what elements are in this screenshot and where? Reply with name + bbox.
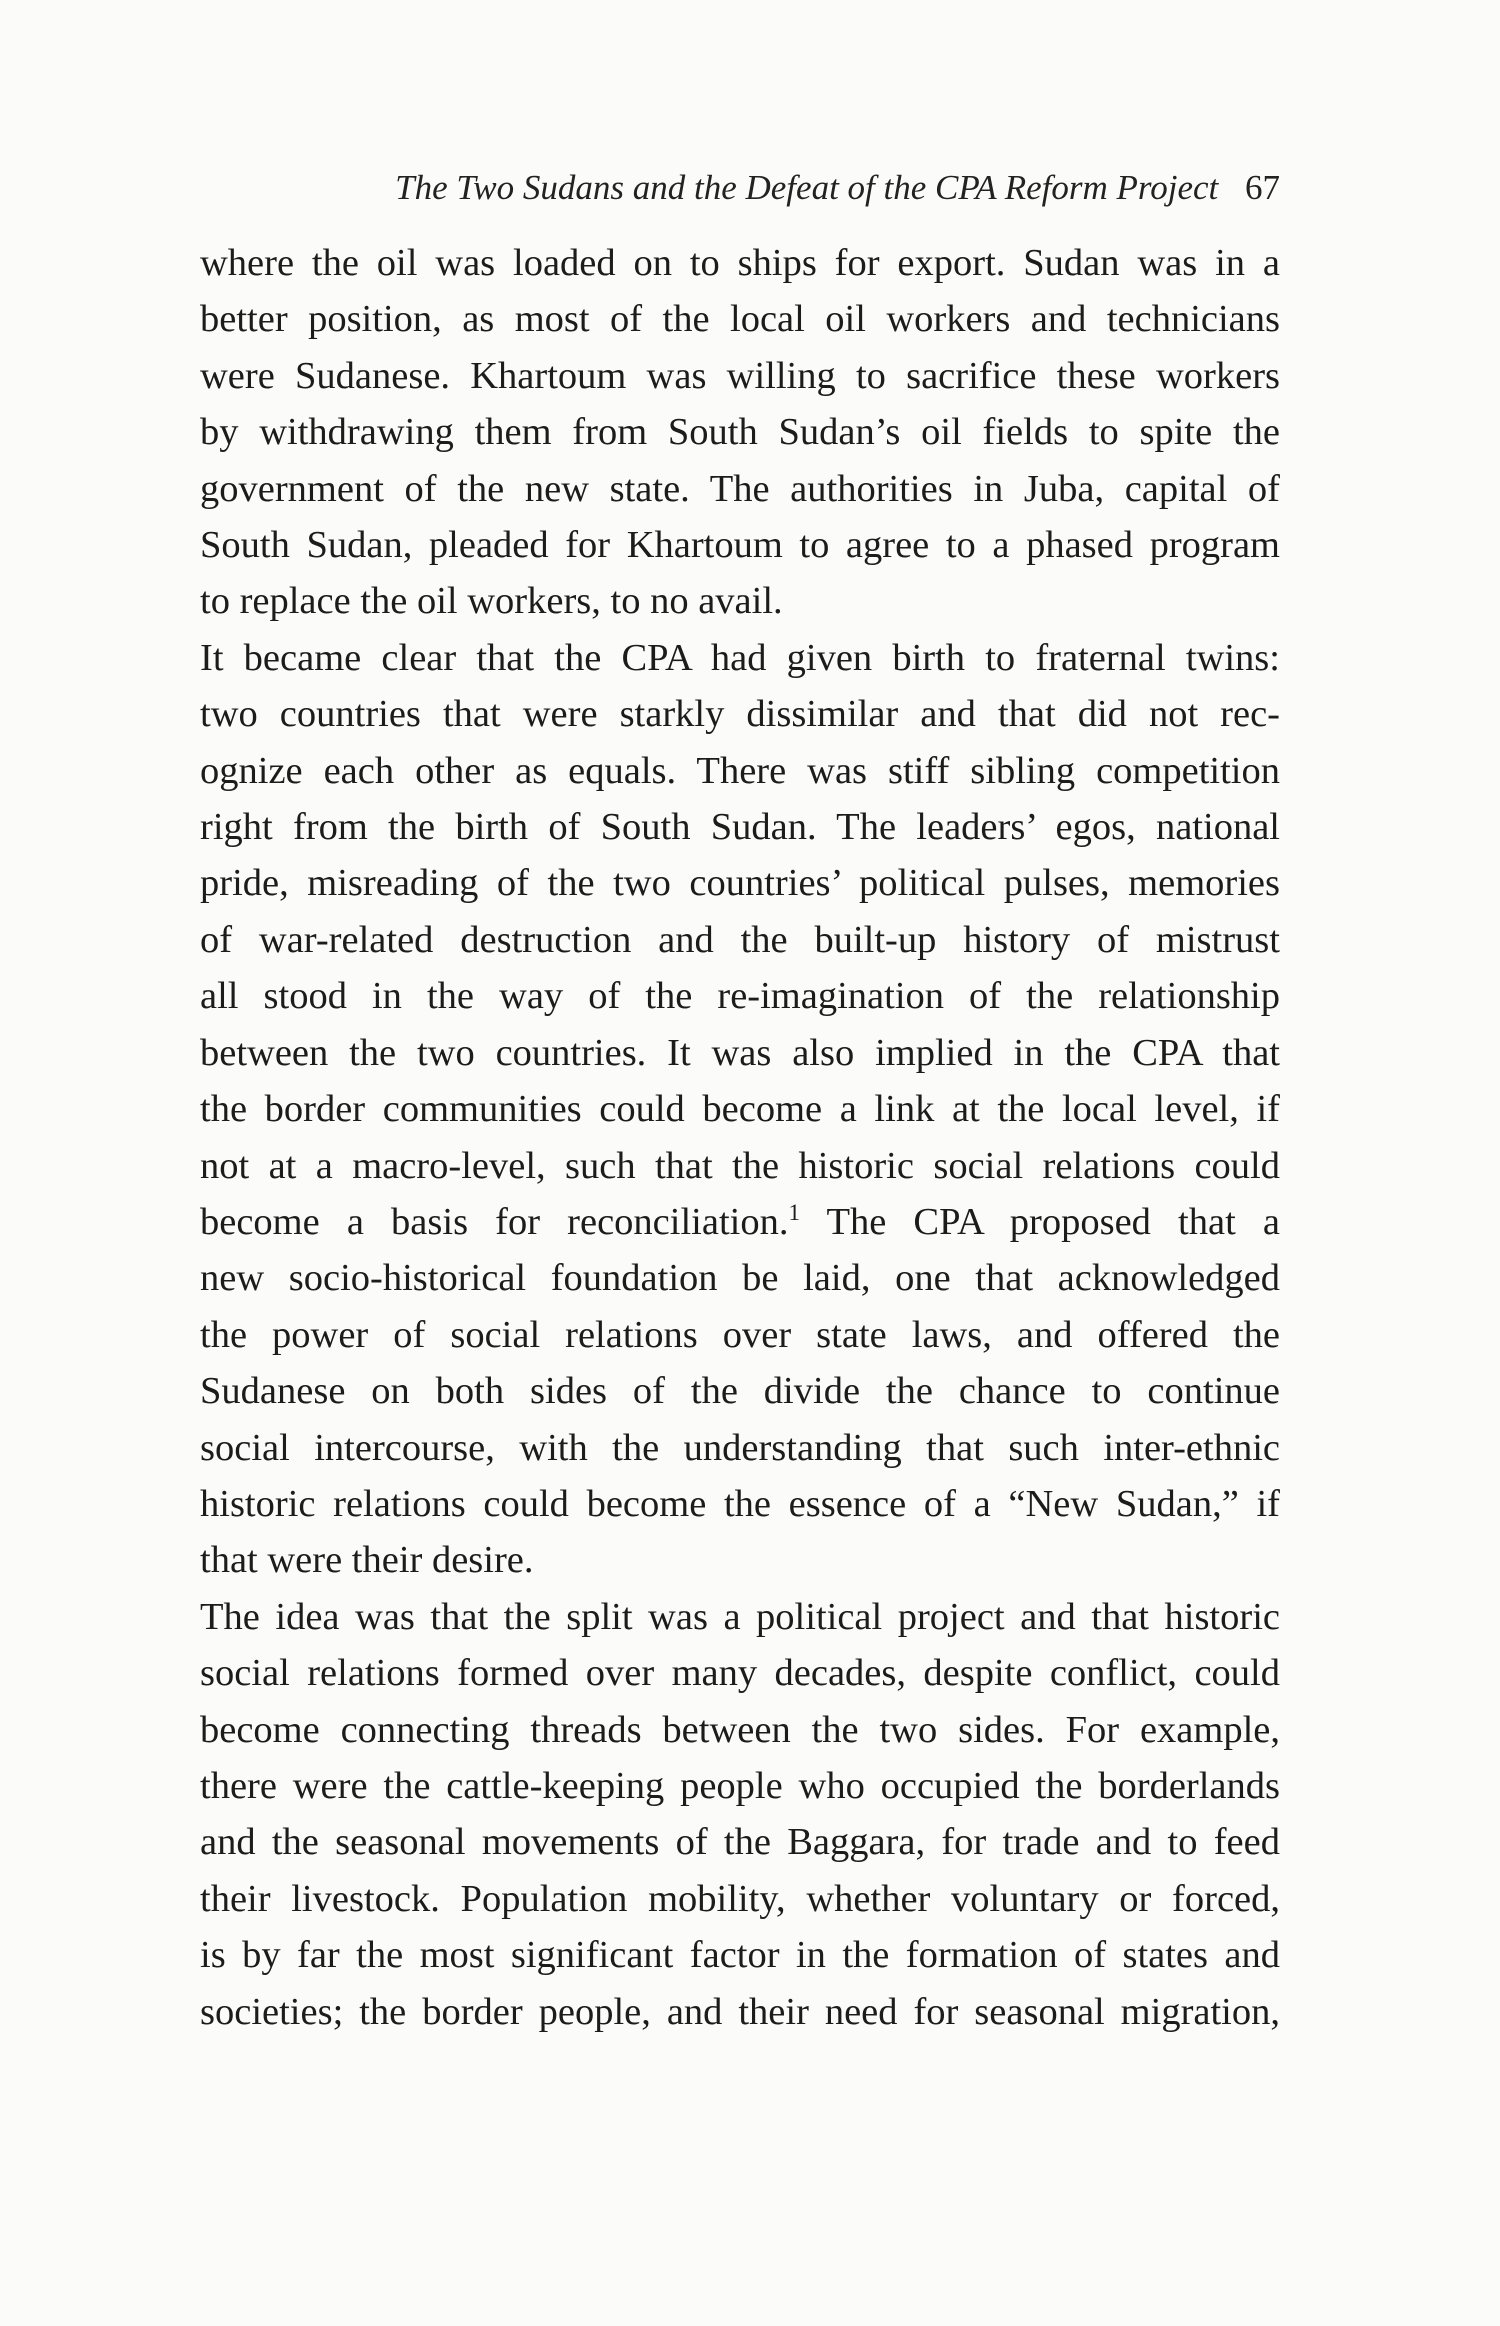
page-number: 67 [1245, 168, 1280, 207]
text-line: is by far the most significant factor in the formation of states and [200, 1934, 1280, 1977]
text-line: to replace the oil workers, to no avail. [200, 580, 783, 623]
text-line: were Sudanese. Khartoum was willing to sacrifice these workers [200, 354, 1280, 397]
running-header [200, 168, 1280, 228]
text-line: social intercourse, with the understanding that such inter-ethnic [200, 1426, 1280, 1469]
text-line: of war-related destruction and the built-up history of mistrust [200, 918, 1280, 961]
text-line: by withdrawing them from South Sudan’s oil fields to spite the [200, 411, 1280, 454]
text-line: the border communities could become a link at the local level, if [200, 1088, 1280, 1131]
paragraph-1 [200, 235, 1280, 630]
text-line: their livestock. Population mobility, whether voluntary or forced, [200, 1877, 1280, 1920]
text-line: ognize each other as equals. There was stiff sibling competition [200, 749, 1280, 792]
text-line: The idea was that the split was a political project and that historic [200, 1595, 1280, 1638]
text-line: between the two countries. It was also implied in the CPA that [200, 1031, 1280, 1074]
text-line: where the oil was loaded on to ships for export. Sudan was in a [200, 242, 1280, 284]
text-line: Sudanese on both sides of the divide the chance to continue [200, 1370, 1280, 1413]
paragraph-3 [200, 1589, 1280, 2040]
text-line: become connecting threads between the two sides. For example, [200, 1708, 1280, 1751]
text-line: societies; the border people, and their need for seasonal migration, [200, 1990, 1280, 2033]
text-line: two countries that were starkly dissimilar and that did not rec- [200, 693, 1280, 736]
text-line: It became clear that the CPA had given birth to fraternal twins: [200, 636, 1280, 679]
text-line: pride, misreading of the two countries’ political pulses, memories [200, 862, 1280, 905]
text-line: historic relations could become the essence of a “New Sudan,” if [200, 1482, 1280, 1525]
text-line: that were their desire. [200, 1539, 534, 1582]
text-line-with-footnote [200, 1194, 1280, 1250]
text-line: government of the new state. The authorities in Juba, capital of [200, 467, 1280, 510]
text-line: South Sudan, pleaded for Khartoum to agree to a phased program [200, 524, 1280, 567]
text-line: social relations formed over many decades, despite conflict, could [200, 1652, 1280, 1695]
text-line: there were the cattle-keeping people who occupied the borderlands [200, 1764, 1280, 1807]
text-line: and the seasonal movements of the Baggara, for trade and to feed [200, 1821, 1280, 1864]
text-line: right from the birth of South Sudan. The leaders’ egos, national [200, 806, 1280, 849]
text-line: better position, as most of the local oil workers and technicians [200, 298, 1280, 341]
text-line: the power of social relations over state laws, and offered the [200, 1313, 1280, 1356]
text-line: all stood in the way of the re-imagination of the relationship [200, 975, 1280, 1018]
footnote-marker[interactable]: 1 [788, 1199, 801, 1226]
body-text [200, 235, 1280, 2040]
text-segment: The CPA proposed that a [800, 1200, 1280, 1243]
paragraph-2 [200, 630, 1280, 1589]
text-line: not at a macro-level, such that the historic social relations could [200, 1144, 1280, 1187]
running-header-title: The Two Sudans and the Defeat of the CPA Reform Project [395, 168, 1219, 207]
text-segment: become a basis for reconciliation. [200, 1200, 789, 1243]
text-line: new socio-historical foundation be laid, one that acknowledged [200, 1257, 1280, 1300]
